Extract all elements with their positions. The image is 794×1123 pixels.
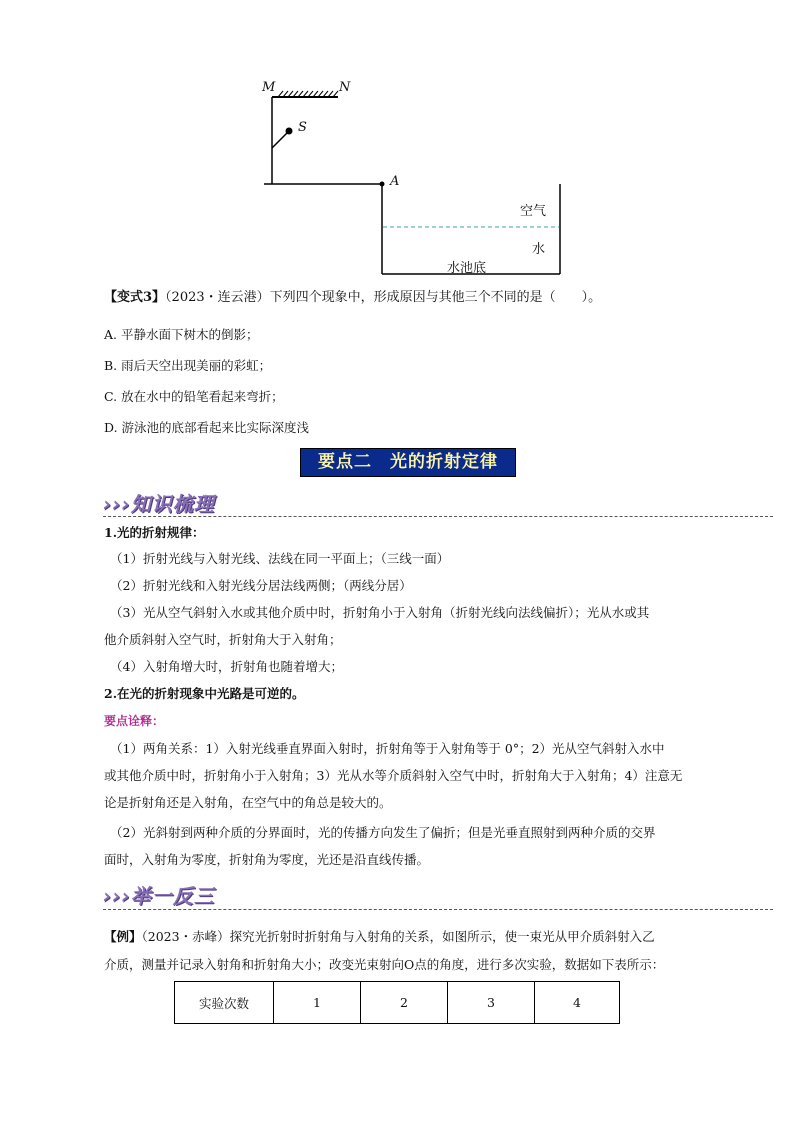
example-line-1 [104, 928, 655, 946]
example-line-2: 介质，测量并记录入射角和折射角大小；改变光束射向O点的角度，进行多次实验，数据如下表所示： [104, 957, 665, 972]
label-water: 水 [532, 242, 546, 257]
label-air: 空气 [520, 204, 547, 219]
question-3-stem [104, 289, 601, 307]
label-n: N [339, 80, 351, 95]
note-line: （2）光斜射到两种介质的分界面时，光的传播方向发生了偏折；但是光垂直照射到两种介质的交界 [110, 825, 656, 840]
note-heading: 要点诠释： [104, 714, 165, 728]
section-title: 要点二 光的折射定律 [300, 448, 516, 477]
note-line: （1）两角关系：1）入射光线垂直界面入射时，折射角等于入射角等于 0°；2）光从空气斜射入水中 [110, 741, 665, 756]
example-tag: 【例】 [104, 929, 142, 944]
question-text: 下列四个现象中，形成原因与其他三个不同的是（ ）。 [269, 290, 602, 305]
option-b[interactable]: B. 雨后天空出现美丽的彩虹； [104, 358, 272, 373]
data-table [174, 981, 620, 1024]
note-line: 论是折射角还是入射角，在空气中的角总是较大的。 [104, 795, 392, 810]
label-s: S [298, 120, 307, 135]
divider [103, 909, 773, 910]
note-line: 面时，入射角为零度，折射角为零度，光还是沿直线传播。 [104, 852, 430, 867]
option-c[interactable]: C. 放在水中的铅笔看起来弯折； [104, 389, 284, 404]
banner-example: ›››举一反三 [103, 884, 215, 908]
banner-knowledge: ›››知识梳理 [103, 492, 215, 516]
knowledge-item: （1）折射光线与入射光线、法线在同一平面上；（三线一面） [110, 551, 450, 566]
example-source: （2023・赤峰） [141, 929, 230, 944]
label-pool-bottom: 水池底 [447, 261, 487, 276]
question-tag: 【变式3】 [104, 290, 166, 305]
knowledge-item: （3）光从空气斜射入水或其他介质中时，折射角小于入射角（折射光线向法线偏折）；光从水或其 [110, 605, 650, 620]
table-cell: 3 [448, 982, 535, 1024]
option-a[interactable]: A. 平静水面下树木的倒影； [104, 327, 259, 342]
point2-heading: 2.在光的折射现象中光路是可逆的。 [104, 686, 305, 701]
table-cell: 4 [535, 982, 620, 1024]
knowledge-item: （4）入射角增大时，折射角也随着增大； [110, 659, 343, 674]
table-cell: 2 [361, 982, 448, 1024]
label-a: A [390, 174, 400, 189]
table-row [175, 982, 620, 1024]
example-text: 探究光折射时折射角与入射角的关系，如图所示，使一束光从甲介质斜射入乙 [229, 929, 655, 944]
pool-mirror-diagram [0, 0, 794, 290]
point1-heading: 1.光的折射规律： [104, 525, 205, 540]
table-cell: 1 [274, 982, 361, 1024]
table-header-cell: 实验次数 [175, 982, 274, 1024]
divider [103, 516, 773, 517]
option-d[interactable]: D. 游泳池的底部看起来比实际深度浅 [104, 420, 310, 435]
note-line: 或其他介质中时，折射角小于入射角；3）光从水等介质斜射入空气中时，折射角大于入射角；4）注意无 [104, 768, 683, 783]
label-m: M [262, 80, 276, 95]
question-source: （2023・连云港） [165, 290, 270, 305]
knowledge-item: （2）折射光线和入射光线分居法线两侧；（两线分居） [110, 578, 412, 593]
knowledge-item: 他介质斜射入空气时，折射角大于入射角； [104, 632, 342, 647]
